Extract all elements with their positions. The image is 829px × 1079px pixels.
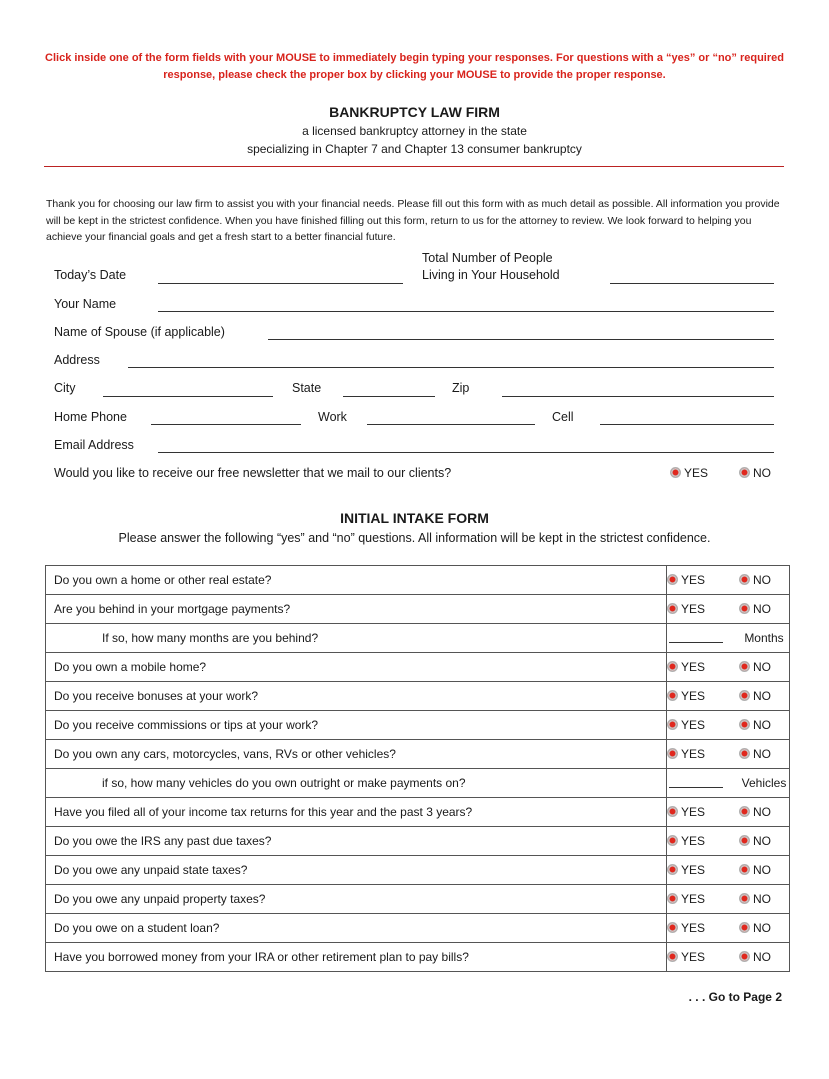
yes-cell bbox=[667, 798, 740, 827]
no-radio[interactable] bbox=[739, 863, 771, 877]
yes-label: YES bbox=[681, 602, 706, 616]
question-text: Do you receive commissions or tips at your work? bbox=[46, 711, 667, 740]
question-text: If so, how many months are you behind? bbox=[46, 624, 667, 653]
question-text: Do you own a home or other real estate? bbox=[46, 566, 667, 595]
firm-tagline-2: specializing in Chapter 7 and Chapter 13 consumer bankruptcy bbox=[247, 142, 582, 156]
question-text: if so, how many vehicles do you own outright or make payments on? bbox=[46, 769, 667, 798]
yes-cell bbox=[667, 653, 740, 682]
newsletter-question: Would you like to receive our free newsletter that we mail to our clients? bbox=[54, 466, 452, 480]
radio-icon bbox=[667, 748, 678, 759]
yes-label: YES bbox=[684, 466, 709, 480]
radio-icon bbox=[670, 467, 681, 478]
yes-label: YES bbox=[681, 950, 706, 964]
no-cell bbox=[739, 682, 790, 711]
yes-radio[interactable] bbox=[667, 602, 705, 616]
firm-name: BANKRUPTCY LAW FIRM bbox=[329, 104, 500, 120]
radio-icon bbox=[739, 922, 750, 933]
no-label: NO bbox=[753, 718, 771, 732]
yes-radio[interactable] bbox=[667, 863, 705, 877]
no-label: NO bbox=[753, 805, 771, 819]
question-text: Do you receive bonuses at your work? bbox=[46, 682, 667, 711]
yes-cell bbox=[667, 595, 740, 624]
no-label: NO bbox=[753, 863, 771, 877]
no-cell bbox=[739, 943, 790, 972]
yes-label: YES bbox=[681, 892, 706, 906]
household-label-2: Living in Your Household bbox=[422, 268, 560, 282]
no-radio[interactable] bbox=[739, 718, 771, 732]
home-phone-field[interactable] bbox=[151, 424, 301, 425]
no-label: NO bbox=[753, 689, 771, 703]
count-cell bbox=[667, 769, 740, 798]
city-field[interactable] bbox=[103, 396, 273, 397]
no-label: NO bbox=[753, 892, 771, 906]
count-cell bbox=[667, 624, 740, 653]
yes-label: YES bbox=[681, 747, 706, 761]
yes-cell bbox=[667, 856, 740, 885]
unit-label: Months bbox=[739, 624, 790, 653]
question-text: Have you borrowed money from your IRA or other retirement plan to pay bills? bbox=[46, 943, 667, 972]
radio-icon bbox=[739, 835, 750, 846]
unit-label: Vehicles bbox=[739, 769, 790, 798]
yes-radio[interactable] bbox=[667, 805, 705, 819]
yes-radio[interactable] bbox=[667, 747, 705, 761]
cell-phone-field[interactable] bbox=[600, 424, 774, 425]
yes-radio[interactable] bbox=[667, 921, 705, 935]
yes-radio[interactable] bbox=[667, 718, 705, 732]
question-text: Are you behind in your mortgage payments? bbox=[46, 595, 667, 624]
radio-icon bbox=[667, 806, 678, 817]
no-radio[interactable] bbox=[739, 573, 771, 587]
question-text: Do you owe the IRS any past due taxes? bbox=[46, 827, 667, 856]
your-name-field[interactable] bbox=[158, 311, 774, 312]
table-row bbox=[46, 566, 790, 595]
yes-cell bbox=[667, 827, 740, 856]
radio-icon bbox=[667, 893, 678, 904]
work-phone-field[interactable] bbox=[367, 424, 535, 425]
yes-radio[interactable] bbox=[667, 834, 705, 848]
yes-radio[interactable] bbox=[667, 660, 705, 674]
no-label: NO bbox=[753, 921, 771, 935]
table-row bbox=[46, 595, 790, 624]
radio-icon bbox=[667, 864, 678, 875]
household-label-1: Total Number of People bbox=[422, 251, 553, 265]
yes-label: YES bbox=[681, 863, 706, 877]
todays-date-label: Today’s Date bbox=[54, 268, 127, 282]
no-label: NO bbox=[753, 834, 771, 848]
no-cell bbox=[739, 914, 790, 943]
todays-date-field[interactable] bbox=[158, 283, 403, 284]
table-row bbox=[46, 769, 790, 798]
next-page-link[interactable]: . . . Go to Page 2 bbox=[688, 990, 782, 1004]
radio-icon bbox=[667, 603, 678, 614]
radio-icon bbox=[739, 661, 750, 672]
radio-icon bbox=[667, 690, 678, 701]
newsletter-yes-radio[interactable] bbox=[670, 466, 708, 480]
intake-subtitle: Please answer the following “yes” and “no” questions. All information will be kept in the strictest confidence. bbox=[118, 531, 711, 545]
radio-icon bbox=[739, 806, 750, 817]
radio-icon bbox=[739, 690, 750, 701]
radio-icon bbox=[667, 719, 678, 730]
yes-radio[interactable] bbox=[667, 689, 705, 703]
table-row bbox=[46, 682, 790, 711]
question-text: Do you owe any unpaid property taxes? bbox=[46, 885, 667, 914]
table-row bbox=[46, 798, 790, 827]
table-row bbox=[46, 740, 790, 769]
radio-icon bbox=[739, 574, 750, 585]
table-row bbox=[46, 624, 790, 653]
no-cell bbox=[739, 856, 790, 885]
no-label: NO bbox=[753, 660, 771, 674]
radio-icon bbox=[739, 603, 750, 614]
no-radio[interactable] bbox=[739, 805, 771, 819]
yes-cell bbox=[667, 914, 740, 943]
radio-icon bbox=[667, 574, 678, 585]
zip-label: Zip bbox=[452, 381, 470, 395]
address-field[interactable] bbox=[128, 367, 774, 368]
no-radio[interactable] bbox=[739, 747, 771, 761]
radio-icon bbox=[667, 922, 678, 933]
instructions-notice: Click inside one of the form fields with your MOUSE to immediately begin typing your responses. For questions with a “yes” or “no” required response, please check the proper box by clicking your MOUSE to provide the proper response. bbox=[45, 52, 784, 81]
yes-label: YES bbox=[681, 718, 706, 732]
radio-icon bbox=[739, 951, 750, 962]
firm-tagline-1: a licensed bankruptcy attorney in the state bbox=[302, 124, 527, 138]
radio-icon bbox=[739, 719, 750, 730]
radio-icon bbox=[739, 893, 750, 904]
table-row bbox=[46, 653, 790, 682]
household-count-field[interactable] bbox=[610, 283, 774, 284]
yes-cell bbox=[667, 711, 740, 740]
radio-icon bbox=[739, 748, 750, 759]
yes-cell bbox=[667, 885, 740, 914]
no-label: NO bbox=[753, 747, 771, 761]
state-label: State bbox=[292, 381, 322, 395]
table-row bbox=[46, 856, 790, 885]
yes-label: YES bbox=[681, 921, 706, 935]
your-name-label: Your Name bbox=[54, 297, 117, 311]
yes-label: YES bbox=[681, 573, 706, 587]
yes-label: YES bbox=[681, 660, 706, 674]
no-label: NO bbox=[753, 950, 771, 964]
zip-field[interactable] bbox=[502, 396, 774, 397]
work-phone-label: Work bbox=[318, 410, 347, 424]
no-cell bbox=[739, 885, 790, 914]
spouse-name-field[interactable] bbox=[268, 339, 774, 340]
no-radio[interactable] bbox=[739, 921, 771, 935]
intake-table bbox=[45, 565, 790, 972]
yes-cell bbox=[667, 943, 740, 972]
email-label: Email Address bbox=[54, 438, 134, 452]
no-radio[interactable] bbox=[739, 892, 771, 906]
yes-label: YES bbox=[681, 805, 706, 819]
table-row bbox=[46, 827, 790, 856]
no-cell bbox=[739, 566, 790, 595]
radio-icon bbox=[667, 951, 678, 962]
yes-cell bbox=[667, 682, 740, 711]
yes-radio[interactable] bbox=[667, 892, 705, 906]
no-cell bbox=[739, 740, 790, 769]
header-divider bbox=[44, 166, 784, 167]
table-row bbox=[46, 711, 790, 740]
radio-icon bbox=[667, 835, 678, 846]
no-label: NO bbox=[753, 573, 771, 587]
question-text: Do you owe any unpaid state taxes? bbox=[46, 856, 667, 885]
no-label: NO bbox=[753, 466, 771, 480]
intake-title: INITIAL INTAKE FORM bbox=[340, 510, 489, 526]
table-row bbox=[46, 943, 790, 972]
city-label: City bbox=[54, 381, 76, 395]
yes-label: YES bbox=[681, 834, 706, 848]
radio-icon bbox=[739, 467, 750, 478]
table-row bbox=[46, 914, 790, 943]
state-field[interactable] bbox=[343, 396, 435, 397]
newsletter-no-radio[interactable] bbox=[739, 466, 771, 480]
count-input[interactable] bbox=[669, 775, 723, 788]
email-field[interactable] bbox=[158, 452, 774, 453]
no-label: NO bbox=[753, 602, 771, 616]
no-radio[interactable] bbox=[739, 660, 771, 674]
no-cell bbox=[739, 653, 790, 682]
radio-icon bbox=[739, 864, 750, 875]
no-cell bbox=[739, 827, 790, 856]
yes-label: YES bbox=[681, 689, 706, 703]
question-text: Do you owe on a student loan? bbox=[46, 914, 667, 943]
no-cell bbox=[739, 595, 790, 624]
yes-cell bbox=[667, 566, 740, 595]
question-text: Do you own any cars, motorcycles, vans, RVs or other vehicles? bbox=[46, 740, 667, 769]
address-label: Address bbox=[54, 353, 100, 367]
count-input[interactable] bbox=[669, 630, 723, 643]
yes-radio[interactable] bbox=[667, 950, 705, 964]
table-row bbox=[46, 885, 790, 914]
no-radio[interactable] bbox=[739, 834, 771, 848]
no-cell bbox=[739, 711, 790, 740]
question-text: Have you filed all of your income tax returns for this year and the past 3 years? bbox=[46, 798, 667, 827]
no-radio[interactable] bbox=[739, 602, 771, 616]
radio-icon bbox=[667, 661, 678, 672]
no-radio[interactable] bbox=[739, 950, 771, 964]
no-radio[interactable] bbox=[739, 689, 771, 703]
no-cell bbox=[739, 798, 790, 827]
yes-radio[interactable] bbox=[667, 573, 705, 587]
intro-paragraph: Thank you for choosing our law firm to assist you with your financial needs. Please fill out this form with as much detail as possible. All information you provide will be kept in the strictest confidence. When you have finished filling out this form, return to us for the attorney to review. We look forward to helping you achieve your financial goals and get a fresh start to a better financial future. bbox=[46, 198, 780, 243]
spouse-name-label: Name of Spouse (if applicable) bbox=[54, 325, 225, 339]
yes-cell bbox=[667, 740, 740, 769]
cell-phone-label: Cell bbox=[552, 410, 574, 424]
home-phone-label: Home Phone bbox=[54, 410, 127, 424]
question-text: Do you own a mobile home? bbox=[46, 653, 667, 682]
